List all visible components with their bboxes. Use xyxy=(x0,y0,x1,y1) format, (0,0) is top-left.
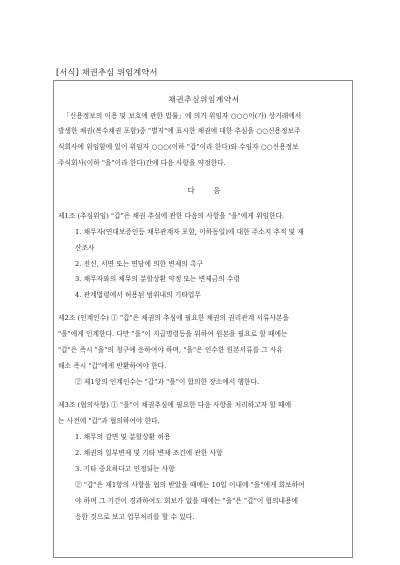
article3-line: 는 사전에 "갑"과 협의하여야 한다. xyxy=(58,417,160,425)
intro-line: 발생한 채권(복수채권 포함)중 "별지"에 표시한 채권에 대한 추심을 ○○신용정보주 xyxy=(58,127,301,135)
article2-line: "갑"은 즉시 "을"의 청구에 응하여야 하며, "을"은 인수한 원본서류를 그 사유 xyxy=(58,346,283,354)
intro-line: 주식회사(이하 "을"이라 한다)간에 다음 사항을 약정한다. xyxy=(58,159,226,167)
article1-item: 1. 채무자(연대보증인등 채무관계자 포함, 이하동일)에 대한 주소지 추적 및 재 xyxy=(75,228,304,236)
article3-line: ② "갑"은 제1항의 사항을 협의 받았을 때에는 10일 이내에 "을"에게 회보하여 xyxy=(75,481,305,489)
article3-line: 3. 기타 중요하다고 인정되는 사항 xyxy=(75,465,175,473)
document-title: 채권추심위임계약서 xyxy=(168,95,240,104)
article1-item: 2. 전신, 서면 또는 면담에 의한 변제의 촉구 xyxy=(75,260,204,268)
article1-heading: 제1조 (추심위임) "갑"은 채권 추심에 관한 다음의 사항을 "을"에게 위임한다. xyxy=(58,212,285,220)
article3-line: 응한 것으로 보고 업무처리를 할 수 있다. xyxy=(75,513,195,521)
contract-box xyxy=(53,80,353,558)
article2-line: ② 제1항의 인계인수는 "갑"과 "을"이 합의한 장소에서 행한다. xyxy=(75,378,260,386)
da-eum-heading: 다 음 xyxy=(187,186,221,195)
article2-line: 해소 즉시 "갑"에게 반환하여야 한다. xyxy=(58,362,167,370)
article3-line: 2. 채권의 일부변제 및 기타 변제 조건에 관한 사항 xyxy=(75,449,223,457)
article1-item: 산조사 xyxy=(75,244,95,252)
intro-line: 식회사에 위임함에 있어 위임자 ○○○(이하 "갑"이라 한다)와 수임자 ○○신용정보 xyxy=(58,143,299,151)
article1-item: 4. 관계법령에서 허용된 범위내의 기타업무 xyxy=(75,291,201,299)
article3-line: 제3조 (협의사항) ① "을"이 채권추심에 필요한 다음 사항을 처리하고자 할 때에 xyxy=(58,401,292,409)
article2-line: "을"에게 인계한다. 다만 "을"이 지급명령등을 위하여 원본을 필요로 할 때에는 xyxy=(58,330,288,338)
article1-item: 3. 채무자와의 채무의 분할상환 약정 또는 변제금의 수령 xyxy=(75,275,240,283)
document-caption: [서식] 채권추심 위임계약서 xyxy=(56,67,158,77)
intro-line: 「신용정보의 이용 및 보호에 관한 법률」에 의거 위임자 ○○○이(가) 상거래에서 xyxy=(63,112,302,120)
article3-line: 야 하며 그 기간이 경과하여도 회보가 없을 때에는 "을"은 "갑"이 협의내용에 xyxy=(75,497,299,505)
article3-line: 1. 채무의 감면 및 분할상환 허용 xyxy=(75,433,171,441)
article2-line: 제2조 (인계인수) ① "갑"은 채권의 추심에 필요한 채권의 권리관계 서류사본을 xyxy=(58,314,289,322)
